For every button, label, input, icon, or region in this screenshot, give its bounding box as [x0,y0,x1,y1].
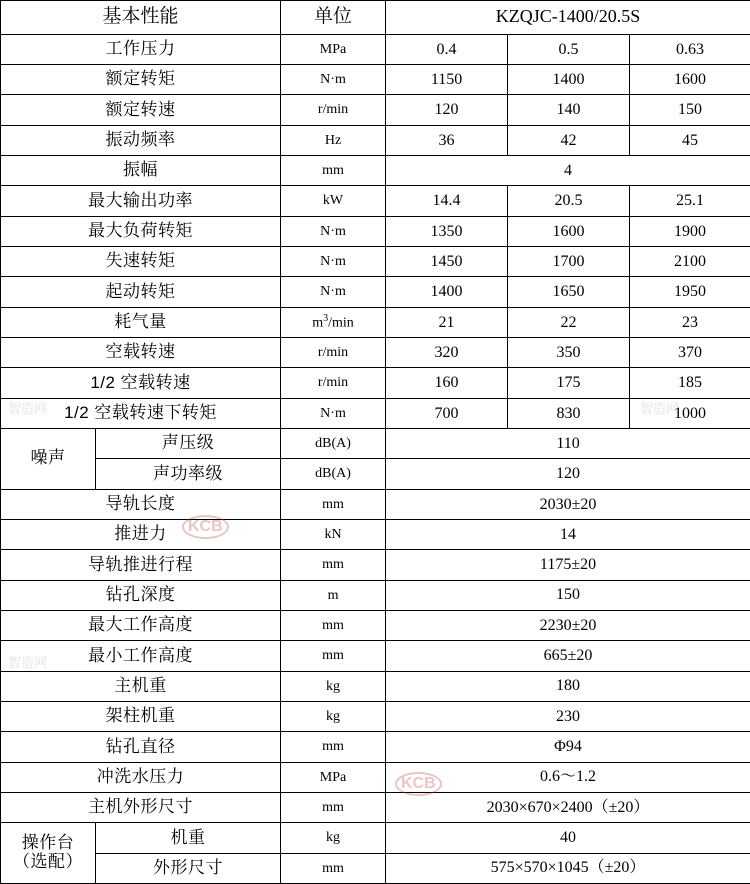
table-row [1,580,750,610]
watermark-text: 智造网 [640,401,680,416]
table-row [1,732,750,762]
row-label: 耗气量 [1,307,281,337]
row-label: 1/2 空载转速下转矩 [1,398,281,428]
table-row [1,247,750,277]
row-unit: m [281,580,386,610]
table-row-noise-2 [1,459,750,489]
unit-base: m [312,315,324,331]
table-row [1,489,750,519]
row-value-1: 320 [386,338,508,368]
row-unit: mm [281,610,386,640]
row-label: 推进力 [1,519,281,549]
row-value-2: 350 [508,338,630,368]
row-label: 额定转速 [1,95,281,125]
row-unit: mm [281,550,386,580]
row-unit: kN [281,519,386,549]
row-value-1: 1450 [386,247,508,277]
row-unit: mm [281,732,386,762]
row-value-merged: 1175±20 [386,550,750,580]
row-value-3: 25.1 [630,186,750,216]
noise-group-label: 噪声 [1,428,96,489]
row-unit: dB(A) [281,459,386,489]
row-unit: N·m [281,277,386,307]
table-row [1,762,750,792]
row-label: 主机外形尺寸 [1,792,281,822]
row-value-merged: Φ94 [386,732,750,762]
row-unit: MPa [281,34,386,64]
row-label: 冲洗水压力 [1,762,281,792]
row-value-merged: 150 [386,580,750,610]
row-value-3: 150 [630,95,750,125]
row-unit: mm [281,156,386,186]
row-value-3: 370 [630,338,750,368]
header-basic-performance: 基本性能 [1,1,281,35]
table-row-noise-1 [1,428,750,458]
table-row [1,338,750,368]
row-value-1: 0.4 [386,34,508,64]
row-unit: MPa [281,762,386,792]
row-label: 工作压力 [1,34,281,64]
row-label: 额定转矩 [1,65,281,95]
table-row [1,550,750,580]
row-value-3: 23 [630,307,750,337]
row-value-3: 1900 [630,216,750,246]
row-unit: r/min [281,95,386,125]
row-unit: kg [281,823,386,853]
row-value-1: 21 [386,307,508,337]
row-value-2: 42 [508,125,630,155]
row-unit: mm [281,792,386,822]
row-label: 1/2 空载转速 [1,368,281,398]
row-unit: N·m [281,398,386,428]
table-row [1,65,750,95]
row-label: 主机重 [1,671,281,701]
row-unit: N·m [281,65,386,95]
row-value-3: 1600 [630,65,750,95]
table-row [1,398,750,428]
row-unit: kg [281,701,386,731]
row-unit: N·m [281,247,386,277]
header-model: KZQJC-1400/20.5S [386,1,750,35]
console-group-label-line1: 操作台 [21,833,75,853]
table-row [1,671,750,701]
table-row-console-2 [1,853,750,883]
row-value-2: 1700 [508,247,630,277]
table-row-console-1 [1,823,750,853]
row-label: 机重 [96,823,281,853]
table-row [1,186,750,216]
row-value-merged: 665±20 [386,641,750,671]
row-value-2: 0.5 [508,34,630,64]
row-value-1: 1150 [386,65,508,95]
row-value-merged: 40 [386,823,750,853]
row-value-3: 1000 [630,398,750,428]
row-value-merged: 2030×670×2400（±20） [386,792,750,822]
row-unit: dB(A) [281,428,386,458]
header-unit: 单位 [281,1,386,35]
row-label: 最大负荷转矩 [1,216,281,246]
row-unit: Hz [281,125,386,155]
row-value-merged: 230 [386,701,750,731]
row-value-2: 1650 [508,277,630,307]
row-value-merged: 0.6～1.2 [386,762,750,792]
row-value-1: 120 [386,95,508,125]
watermark-badge: KCB [395,772,442,796]
row-unit: N·m [281,216,386,246]
row-value-merged: 2230±20 [386,610,750,640]
row-value-1: 1350 [386,216,508,246]
table-row [1,610,750,640]
row-value-2: 175 [508,368,630,398]
row-value-3: 2100 [630,247,750,277]
unit-superscript: 3 [323,313,329,325]
row-unit: kg [281,671,386,701]
table-row [1,125,750,155]
row-label: 最大输出功率 [1,186,281,216]
row-value-2: 1400 [508,65,630,95]
table-row [1,156,750,186]
row-unit: kW [281,186,386,216]
row-value-2: 1600 [508,216,630,246]
row-label: 起动转矩 [1,277,281,307]
row-value-2: 22 [508,307,630,337]
row-unit: mm [281,489,386,519]
row-value-merged: 4 [386,156,750,186]
row-value-2: 20.5 [508,186,630,216]
row-label: 最大工作高度 [1,610,281,640]
row-label: 导轨推进行程 [1,550,281,580]
row-value-1: 160 [386,368,508,398]
row-unit: r/min [281,338,386,368]
row-label: 振幅 [1,156,281,186]
row-label: 钻孔深度 [1,580,281,610]
table-row [1,34,750,64]
row-label: 架柱机重 [1,701,281,731]
row-value-1: 700 [386,398,508,428]
row-value-2: 140 [508,95,630,125]
table-row [1,701,750,731]
table-row [1,368,750,398]
table-row [1,792,750,822]
row-value-1: 36 [386,125,508,155]
row-value-2: 830 [508,398,630,428]
table-row [1,519,750,549]
row-unit [281,307,386,337]
row-label: 声功率级 [96,459,281,489]
console-group-label [1,823,96,884]
row-label: 导轨长度 [1,489,281,519]
table-row [1,95,750,125]
row-value-3: 185 [630,368,750,398]
row-label: 空载转速 [1,338,281,368]
row-value-merged: 2030±20 [386,489,750,519]
row-label: 失速转矩 [1,247,281,277]
table-row [1,216,750,246]
table-row [1,277,750,307]
unit-rest: /min [328,315,354,331]
row-unit: r/min [281,368,386,398]
row-label: 钻孔直径 [1,732,281,762]
table-header-row [1,1,750,35]
watermark-badge: KCB [182,515,229,539]
row-value-1: 14.4 [386,186,508,216]
row-label: 外形尺寸 [96,853,281,883]
row-label: 最小工作高度 [1,641,281,671]
watermark-text: 智造网 [8,655,48,670]
row-value-3: 1950 [630,277,750,307]
console-group-label-line2: （选配） [13,852,83,872]
row-unit: mm [281,641,386,671]
row-value-1: 1400 [386,277,508,307]
table-row [1,307,750,337]
row-value-merged: 110 [386,428,750,458]
table-row [1,641,750,671]
row-label: 振动频率 [1,125,281,155]
watermark-text: 智造网 [8,401,48,416]
row-value-merged: 120 [386,459,750,489]
row-value-3: 45 [630,125,750,155]
row-value-3: 0.63 [630,34,750,64]
row-value-merged: 575×570×1045（±20） [386,853,750,883]
row-unit: mm [281,853,386,883]
row-label: 声压级 [96,428,281,458]
row-value-merged: 180 [386,671,750,701]
row-value-merged: 14 [386,519,750,549]
